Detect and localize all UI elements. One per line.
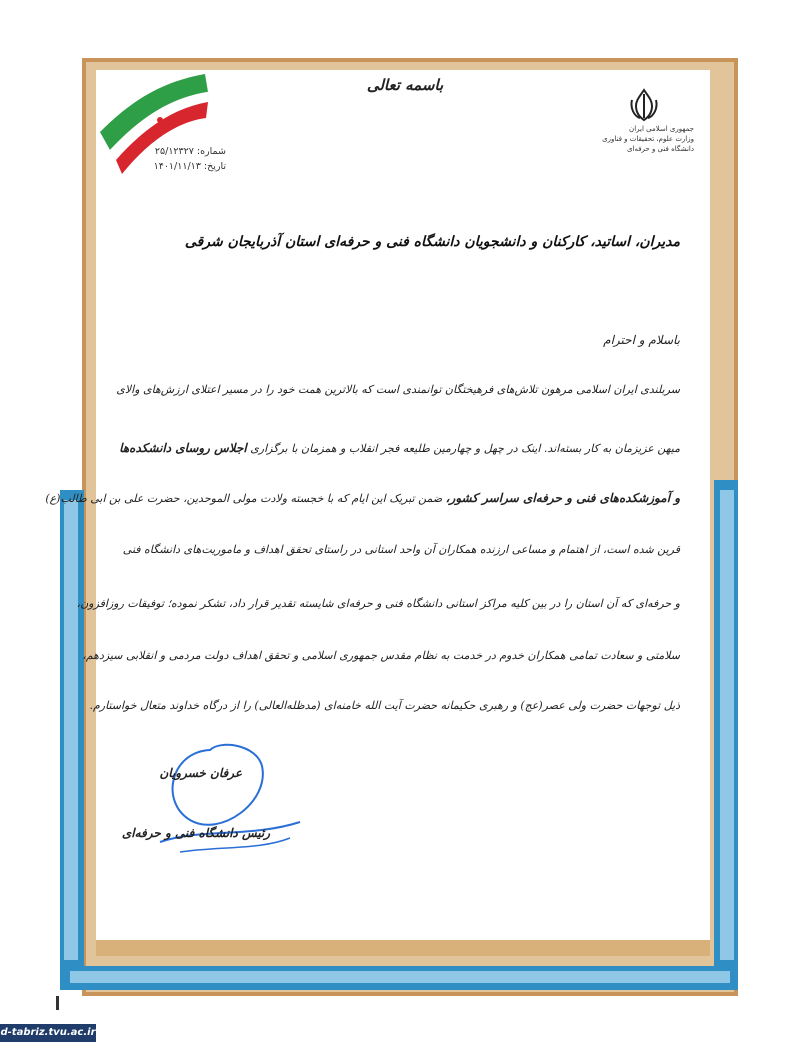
signer-name: عرفان خسرویان <box>159 766 242 780</box>
letter-addressee: مدیران، اساتید، کارکنان و دانشجویان دانشگاه فنی و حرفه‌ای استان آذربایجان شرقی <box>184 234 680 250</box>
letter-body-line <box>76 597 680 610</box>
letter-number-row <box>126 144 226 159</box>
body-text: ذیل توجهات حضرت ولی عصر(عج) و رهبری حکیمانه حضرت آیت الله خامنه‌ای (مدظله‌العالی) را از درگاه خداوند متعال خواستارم. <box>89 699 680 712</box>
letter-body-line <box>82 649 680 662</box>
letter-date-label: تاریخ: <box>203 161 226 172</box>
letter-body-line <box>45 491 680 505</box>
body-text: سلامتی و سعادت تمامی همکاران خدوم در خدمت به نظام مقدس جمهوری اسلامی و تحقق اهداف دولت مردمی و انقلابی سیزدهم، <box>82 649 680 662</box>
letter-greeting: باسلام و احترام <box>603 333 680 347</box>
letter-date-value: ۱۴۰۱/۱۱/۱۳ <box>153 161 201 172</box>
frame-light-blue-bottom <box>70 971 730 983</box>
body-text-bold: و آموزشکده‌های فنی و حرفه‌ای سراسر کشور، <box>445 491 680 505</box>
body-text: قرین شده است، از اهتمام و مساعی ارزنده همکاران آن واحد استانی در راستای تحقق اهداف و ماموریت‌های دانشگاه فنی <box>122 543 680 556</box>
ministry-line: وزارت علوم، تحقیقات و فناوری <box>602 135 694 143</box>
letter-body-line <box>119 441 680 455</box>
signer-title: رئیس دانشگاه فنی و حرفه‌ای <box>121 826 270 840</box>
frame-light-blue-left <box>64 500 78 960</box>
body-text: و حرفه‌ای که آن استان را در بین کلیه مراکز استانی دانشگاه فنی و حرفه‌ای شایسته تقدیر قرار داد، تشکر نموده؛ توفیقات روزافزون، <box>76 597 680 610</box>
iran-emblem-icon <box>626 88 662 122</box>
body-text-bold: اجلاس روسای دانشکده‌ها <box>119 441 247 455</box>
scan-mark <box>56 996 59 1010</box>
frame-light-blue-right <box>720 490 734 960</box>
letter-meta <box>126 144 226 174</box>
ministry-heading <box>604 124 694 154</box>
letter-body-line <box>116 383 680 396</box>
letter-body-line <box>89 699 680 712</box>
body-text: سربلندی ایران اسلامی مرهون تلاش‌های فرهیختگان توانمندی است که بالاترین همت خود را در مسیر اعتلای ارزش‌های والای <box>116 383 680 396</box>
ministry-line: دانشگاه فنی و حرفه‌ای <box>627 145 694 153</box>
body-text: میهن عزیزمان به کار بسته‌اند. اینک در چهل و چهارمین طلیعه فجر انقلاب و همزمان با برگزاری <box>246 442 680 455</box>
letter-body-line <box>122 543 680 556</box>
ministry-line: جمهوری اسلامی ایران <box>629 125 694 133</box>
letter-header-title: باسمه تعالی <box>366 76 444 94</box>
letter-number-label: شماره: <box>196 146 226 157</box>
signature-scribble-icon <box>121 742 310 862</box>
letter-date-row <box>126 159 226 174</box>
body-text: ضمن تبریک این ایام که با خجسته ولادت مولی الموحدین، حضرت علی بن ابی طالب(ع) <box>45 492 446 505</box>
frame-gold-bottom-strip <box>96 940 710 956</box>
footer-url-link[interactable]: d-tabriz.tvu.ac.ir <box>0 1024 96 1042</box>
letter-number-value: ۲۵/۱۲۳۲۷ <box>154 146 194 157</box>
